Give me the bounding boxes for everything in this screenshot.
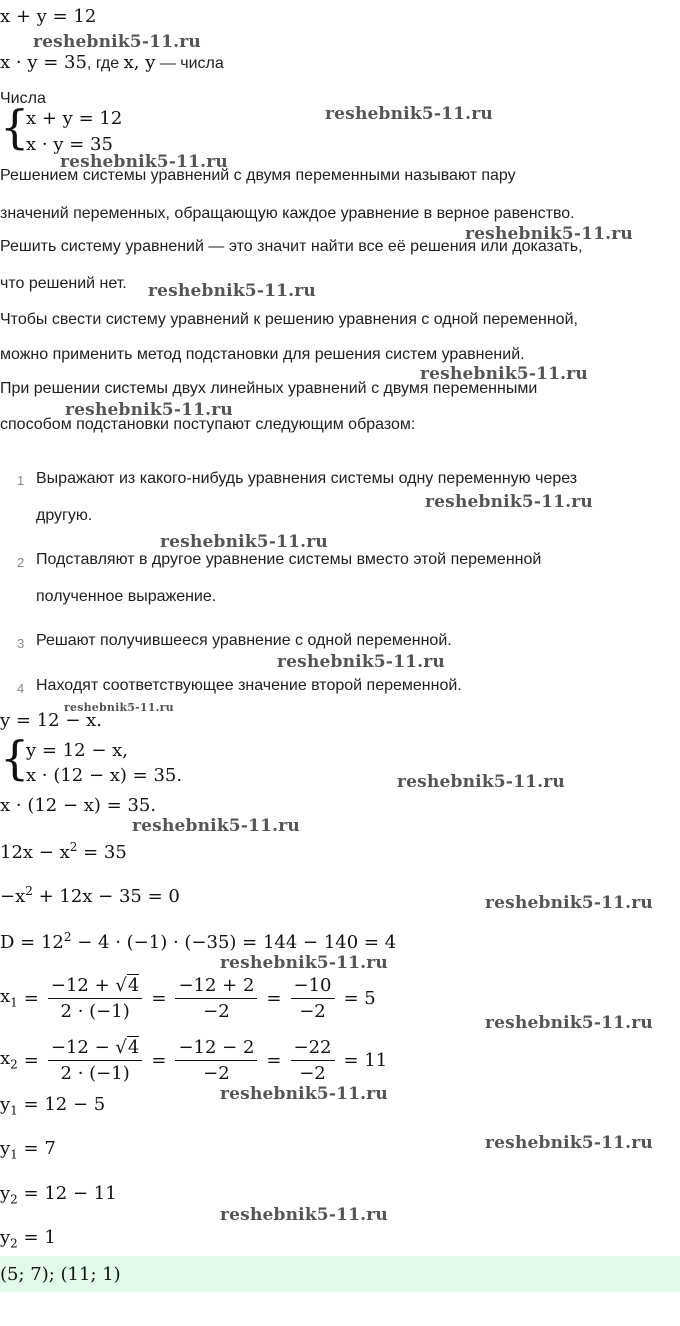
exponent: 2 (25, 884, 33, 898)
system-brace: { (0, 731, 30, 785)
y2-result: $y_2 = 1$ (0, 1227, 56, 1251)
x1-formula: $x_1$ = $\frac{-12 + √4}{2 \cdot (-1)}$ = $\frac{-12 + 2}{-2}$ = $\frac{-10}{-2}$ = 5 (0, 974, 376, 1022)
watermark: reshebnik5-11.ru (60, 152, 228, 172)
equation-sum: x + y = 12 (0, 6, 97, 27)
watermark: reshebnik5-11.ru (277, 652, 445, 672)
theory-text: значений переменных, обращающую каждое уравнение в верное равенство. (0, 205, 575, 222)
step-number: 2 (17, 555, 25, 570)
system2-line1: y = 12 − x, (26, 740, 128, 761)
watermark: reshebnik5-11.ru (465, 224, 633, 244)
fraction: $\frac{-22}{-2}$ (291, 1037, 335, 1084)
system1-line1: x + y = 12 (26, 108, 123, 129)
step-text: Выражают из какого-нибудь уравнения системы одну переменную через (36, 470, 578, 487)
x2-result: = 11 (343, 1049, 388, 1071)
x2-lhs: $x_2$ (0, 1048, 18, 1072)
watermark: reshebnik5-11.ru (485, 893, 653, 913)
watermark: reshebnik5-11.ru (65, 400, 233, 420)
step-text: Подставляют в другое уравнение системы вместо этой переменной (36, 551, 542, 568)
x2-formula: $x_2$ = $\frac{-12 - √4}{2 \cdot (-1)}$ = $\frac{-12 - 2}{-2}$ = $\frac{-22}{-2}$ = 11 (0, 1036, 388, 1084)
y2-equation: $y_2 = 12 - 11$ (0, 1183, 117, 1207)
watermark: reshebnik5-11.ru (64, 701, 174, 714)
watermark: reshebnik5-11.ru (132, 816, 300, 836)
label-numbers: Числа (0, 90, 46, 107)
x1-lhs: $x_1$ (0, 986, 18, 1010)
product-vars: x, y (123, 52, 156, 73)
theory-text: Решением системы уравнений с двумя переменными называют пару (0, 167, 516, 184)
watermark: reshebnik5-11.ru (220, 953, 388, 973)
eq-part: 12x − x (0, 842, 70, 863)
x1-result: = 5 (343, 987, 376, 1009)
y1-result: $y_1 = 7$ (0, 1138, 56, 1162)
system2-line2: x · (12 − x) = 35. (26, 765, 183, 786)
equation-step (0, 840, 127, 863)
system1-line2: x · y = 35 (26, 134, 113, 155)
step-text: Находят соответствующее значение второй переменной. (36, 677, 462, 694)
theory-text: что решений нет. (0, 275, 127, 292)
watermark: reshebnik5-11.ru (220, 1084, 388, 1104)
theory-text: Решить систему уравнений — это значит найти все её решения или доказать, (0, 238, 583, 255)
fraction: $\frac{-12 - √4}{2 \cdot (-1)}$ (48, 1037, 142, 1084)
step-number: 4 (17, 681, 25, 696)
equation-step (0, 884, 180, 907)
equation-product: x · y = 35 (0, 52, 87, 73)
eq-part: D = 12 (0, 932, 64, 953)
step-number: 1 (17, 473, 25, 488)
answer-box (0, 1256, 680, 1292)
fraction: $\frac{-12 + 2}{-2}$ (175, 975, 257, 1022)
fraction: $\frac{-10}{-2}$ (291, 975, 335, 1022)
watermark: reshebnik5-11.ru (425, 492, 593, 512)
fraction: $\frac{-12 + √4}{2 \cdot (-1)}$ (48, 975, 142, 1022)
equation-step: x · (12 − x) = 35. (0, 795, 157, 816)
exponent: 2 (69, 840, 78, 854)
watermark: reshebnik5-11.ru (160, 532, 328, 552)
step-number: 3 (17, 636, 25, 651)
product-tail: — числа (155, 55, 224, 72)
eq-part: + 12x − 35 = 0 (32, 886, 180, 907)
watermark: reshebnik5-11.ru (485, 1133, 653, 1153)
product-text: , где (86, 55, 124, 72)
watermark: reshebnik5-11.ru (33, 32, 201, 52)
discriminant (0, 930, 396, 953)
watermark: reshebnik5-11.ru (420, 364, 588, 384)
system-brace: { (0, 100, 30, 154)
step-text: Решают получившееся уравнение с одной переменной. (36, 632, 452, 649)
watermark: reshebnik5-11.ru (148, 281, 316, 301)
answer-text: (5; 7); (11; 1) (0, 1264, 121, 1285)
exponent: 2 (63, 930, 72, 944)
step-text: полученное выражение. (36, 588, 217, 605)
eq-part: −x (0, 886, 26, 907)
theory-text: можно применить метод подстановки для решения систем уравнений. (0, 346, 525, 363)
theory-text: Чтобы свести систему уравнений к решению уравнения с одной переменной, (0, 311, 578, 328)
eq-part: = 35 (77, 842, 127, 863)
y1-equation: $y_1 = 12 - 5$ (0, 1094, 106, 1118)
fraction: $\frac{-12 - 2}{-2}$ (175, 1037, 257, 1084)
eq-part: − 4 · (−1) · (−35) = 144 − 140 = 4 (71, 932, 397, 953)
watermark: reshebnik5-11.ru (397, 772, 565, 792)
step-text: другую. (36, 507, 93, 524)
y-expression: y = 12 − x. (0, 710, 102, 731)
theory-text: способом подстановки поступают следующим образом: (0, 416, 416, 433)
equation-product-line (0, 52, 224, 73)
watermark: reshebnik5-11.ru (485, 1013, 653, 1033)
theory-text: При решении системы двух линейных уравнений с двумя переменными (0, 380, 538, 397)
watermark: reshebnik5-11.ru (220, 1205, 388, 1225)
watermark: reshebnik5-11.ru (325, 104, 493, 124)
